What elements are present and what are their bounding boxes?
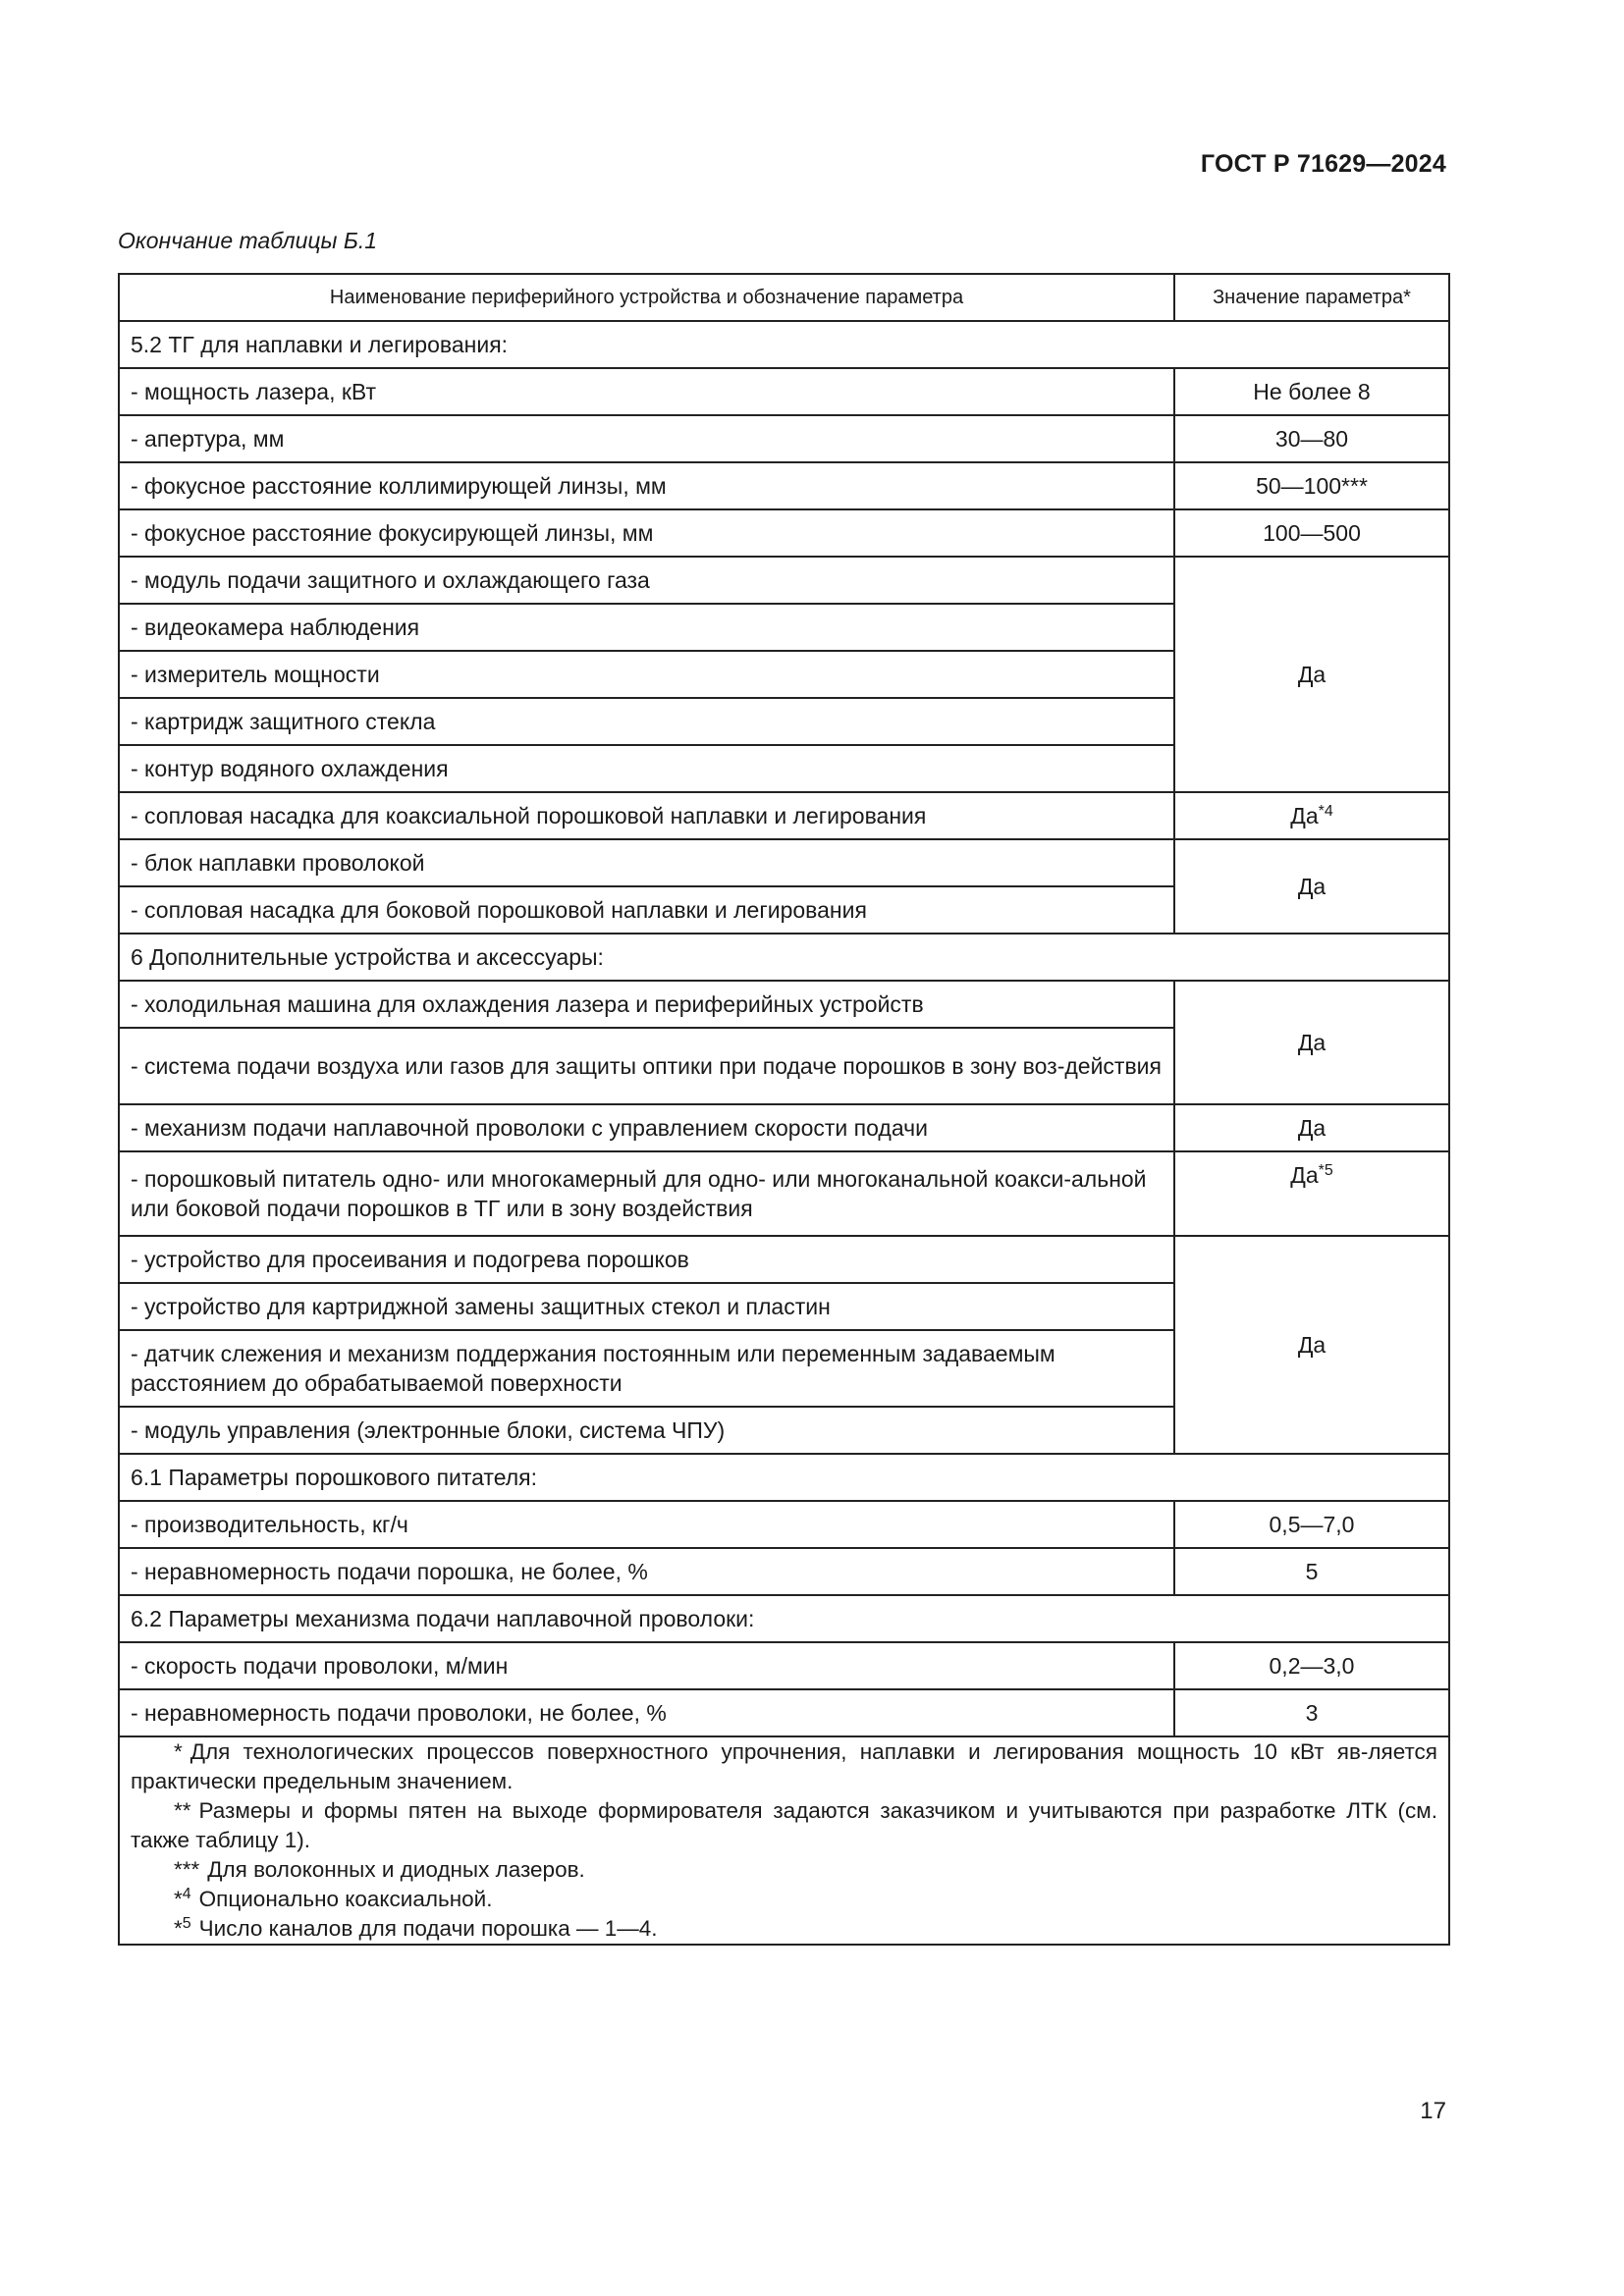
table-row bbox=[119, 1236, 1449, 1283]
section-row bbox=[119, 321, 1449, 368]
header-name: Наименование периферийного устройства и обозначение параметра bbox=[119, 274, 1174, 321]
footnote-3 bbox=[131, 1855, 1437, 1885]
footnote-mark bbox=[174, 1914, 191, 1944]
param-label: - устройство для просеивания и подогрева порошков bbox=[119, 1236, 1174, 1283]
table-row bbox=[119, 557, 1449, 604]
table-row bbox=[119, 839, 1449, 886]
footnote-4 bbox=[131, 1885, 1437, 1914]
table-row bbox=[119, 1689, 1449, 1736]
param-label: - картридж защитного стекла bbox=[119, 698, 1174, 745]
param-label: - скорость подачи проволоки, м/мин bbox=[119, 1642, 1174, 1689]
param-label: - фокусное расстояние фокусирующей линзы, мм bbox=[119, 509, 1174, 557]
table-row bbox=[119, 509, 1449, 557]
param-label: - видеокамера наблюдения bbox=[119, 604, 1174, 651]
param-value bbox=[1174, 1151, 1449, 1236]
param-label: - устройство для картриджной замены защитных стекол и пластин bbox=[119, 1283, 1174, 1330]
table-row bbox=[119, 792, 1449, 839]
footnote-1 bbox=[131, 1737, 1437, 1796]
table-caption: Окончание таблицы Б.1 bbox=[118, 228, 378, 253]
footnotes-row bbox=[119, 1736, 1449, 1945]
footnote-mark-sup: 5 bbox=[182, 1915, 191, 1932]
footnote-mark: *5 bbox=[1318, 1162, 1333, 1179]
value-text: Да bbox=[1290, 803, 1319, 828]
group-value: Да bbox=[1174, 981, 1449, 1104]
param-label: - неравномерность подачи порошка, не более, % bbox=[119, 1548, 1174, 1595]
table-row bbox=[119, 1151, 1449, 1236]
value-text: Да bbox=[1290, 1162, 1319, 1188]
param-value: 3 bbox=[1174, 1689, 1449, 1736]
param-label: - механизм подачи наплавочной проволоки с управлением скорости подачи bbox=[119, 1104, 1174, 1151]
footnote-mark: *4 bbox=[1318, 803, 1333, 820]
param-label: - апертура, мм bbox=[119, 415, 1174, 462]
param-value: 5 bbox=[1174, 1548, 1449, 1595]
param-value: Не более 8 bbox=[1174, 368, 1449, 415]
param-label: - сопловая насадка для коаксиальной порошковой наплавки и легирования bbox=[119, 792, 1174, 839]
section-6-1: 6.1 Параметры порошкового питателя: bbox=[119, 1454, 1449, 1501]
table-header-row bbox=[119, 274, 1449, 321]
param-label: - холодильная машина для охлаждения лазера и периферийных устройств bbox=[119, 981, 1174, 1028]
footnote-mark: *** bbox=[174, 1857, 200, 1882]
param-label: - измеритель мощности bbox=[119, 651, 1174, 698]
page-number: 17 bbox=[1420, 2098, 1446, 2124]
footnote-text: Число каналов для подачи порошка — 1—4. bbox=[198, 1916, 658, 1941]
footnote-text: Для технологических процессов поверхностного упрочнения, наплавки и легирования мощность 10 кВт яв-ляется практически предельным значением. bbox=[131, 1739, 1437, 1793]
footnote-mark-base: * bbox=[174, 1887, 183, 1911]
section-6: 6 Дополнительные устройства и аксессуары: bbox=[119, 934, 1449, 981]
header-value: Значение параметра* bbox=[1174, 274, 1449, 321]
section-row bbox=[119, 1595, 1449, 1642]
table-row bbox=[119, 415, 1449, 462]
group-value: Да bbox=[1174, 1236, 1449, 1454]
table-row bbox=[119, 1642, 1449, 1689]
table-row bbox=[119, 368, 1449, 415]
footnotes bbox=[119, 1736, 1449, 1945]
group-value: Да bbox=[1174, 839, 1449, 934]
param-label: - мощность лазера, кВт bbox=[119, 368, 1174, 415]
param-label: - фокусное расстояние коллимирующей линзы, мм bbox=[119, 462, 1174, 509]
footnote-text: Опционально коаксиальной. bbox=[198, 1887, 493, 1911]
footnote-mark bbox=[174, 1885, 191, 1914]
table-row bbox=[119, 981, 1449, 1028]
param-label: - блок наплавки проволокой bbox=[119, 839, 1174, 886]
table-row bbox=[119, 1501, 1449, 1548]
section-row bbox=[119, 1454, 1449, 1501]
document-code: ГОСТ Р 71629—2024 bbox=[1200, 150, 1446, 178]
table-row bbox=[119, 462, 1449, 509]
param-label: - датчик слежения и механизм поддержания постоянным или переменным задаваемым расстоянием до обрабатываемой поверхности bbox=[119, 1330, 1174, 1407]
footnote-mark-sup: 4 bbox=[182, 1886, 191, 1902]
param-value bbox=[1174, 792, 1449, 839]
param-label: - сопловая насадка для боковой порошковой наплавки и легирования bbox=[119, 886, 1174, 934]
section-6-2: 6.2 Параметры механизма подачи наплавочной проволоки: bbox=[119, 1595, 1449, 1642]
footnote-mark: ** bbox=[174, 1798, 191, 1823]
param-label: - система подачи воздуха или газов для защиты оптики при подаче порошков в зону воз-действия bbox=[119, 1028, 1174, 1104]
footnote-mark: * bbox=[174, 1739, 183, 1764]
parameters-table bbox=[118, 273, 1450, 1946]
footnote-5 bbox=[131, 1914, 1437, 1944]
table-row bbox=[119, 1548, 1449, 1595]
param-label: - производительность, кг/ч bbox=[119, 1501, 1174, 1548]
group-value: Да bbox=[1174, 557, 1449, 792]
param-label: - модуль подачи защитного и охлаждающего газа bbox=[119, 557, 1174, 604]
param-value: Да bbox=[1174, 1104, 1449, 1151]
footnote-mark-base: * bbox=[174, 1916, 183, 1941]
section-row bbox=[119, 934, 1449, 981]
table-row bbox=[119, 1104, 1449, 1151]
footnote-text: Для волоконных и диодных лазеров. bbox=[207, 1857, 585, 1882]
param-label: - порошковый питатель одно- или многокамерный для одно- или многоканальной коакси-альной или боковой подачи порошков в ТГ или в зону воздействия bbox=[119, 1151, 1174, 1236]
footnote-text: Размеры и формы пятен на выходе формирователя задаются заказчиком и учитываются при разработке ЛТК (см. также таблицу 1). bbox=[131, 1798, 1437, 1852]
param-value: 30—80 bbox=[1174, 415, 1449, 462]
param-label: - контур водяного охлаждения bbox=[119, 745, 1174, 792]
param-value: 50—100*** bbox=[1174, 462, 1449, 509]
param-label: - модуль управления (электронные блоки, система ЧПУ) bbox=[119, 1407, 1174, 1454]
param-value: 0,5—7,0 bbox=[1174, 1501, 1449, 1548]
param-label: - неравномерность подачи проволоки, не более, % bbox=[119, 1689, 1174, 1736]
param-value: 100—500 bbox=[1174, 509, 1449, 557]
section-5-2: 5.2 ТГ для наплавки и легирования: bbox=[119, 321, 1449, 368]
footnote-2 bbox=[131, 1796, 1437, 1855]
param-value: 0,2—3,0 bbox=[1174, 1642, 1449, 1689]
